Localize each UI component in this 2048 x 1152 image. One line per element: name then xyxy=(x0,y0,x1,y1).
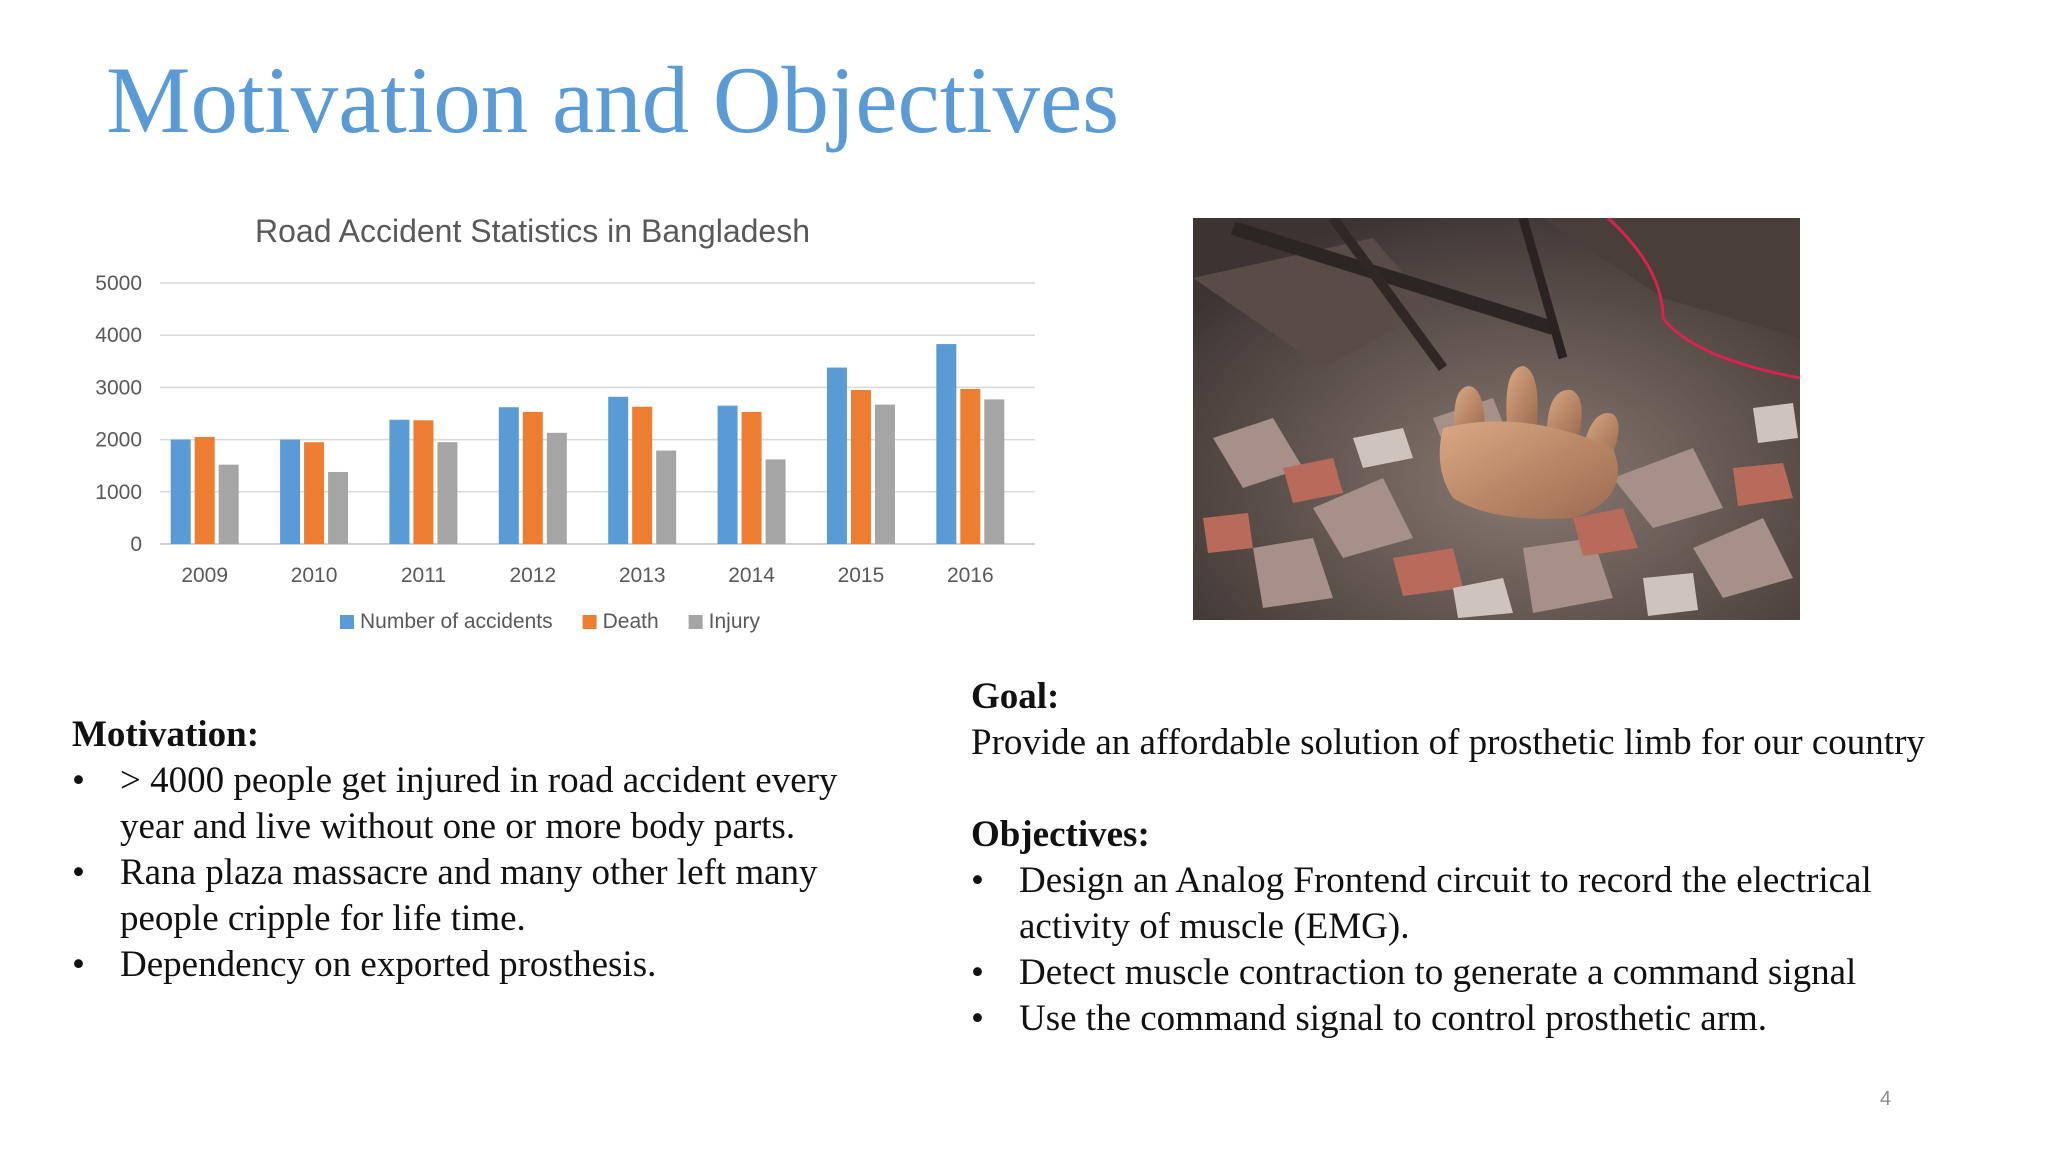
list-item-line: Rana plaza massacre and many other left many xyxy=(120,852,818,893)
slide-title: Motivation and Objectives xyxy=(106,47,1120,153)
x-tick-label: 2011 xyxy=(400,564,447,587)
x-tick-label: 2014 xyxy=(728,564,775,587)
list-item-line: Design an Analog Frontend circuit to record the electrical xyxy=(1019,860,1872,901)
bar xyxy=(304,442,324,544)
objectives-heading: Objectives: xyxy=(971,814,1150,855)
bar xyxy=(656,451,676,544)
list-item xyxy=(72,942,972,988)
list-item-line: > 4000 people get injured in road accident every xyxy=(120,760,838,801)
legend-label: Injury xyxy=(708,610,760,633)
y-tick-label: 3000 xyxy=(95,376,142,400)
bullet-icon: • xyxy=(971,952,984,993)
bullet-icon: • xyxy=(971,998,984,1039)
page-number: 4 xyxy=(1880,1088,1892,1110)
bar xyxy=(523,412,543,544)
list-item-line: people cripple for life time. xyxy=(120,898,526,939)
bar xyxy=(936,344,956,544)
spacer xyxy=(971,766,2031,812)
rubble-hand-illustration xyxy=(1193,218,1800,620)
x-tick-label: 2016 xyxy=(946,564,994,587)
y-tick-label: 5000 xyxy=(95,272,142,295)
y-tick-label: 2000 xyxy=(95,428,142,452)
x-tick-label: 2009 xyxy=(181,564,229,587)
bar xyxy=(413,420,433,544)
list-item-line: Dependency on exported prosthesis. xyxy=(120,944,657,985)
y-tick-label: 0 xyxy=(130,533,142,556)
motivation-heading: Motivation: xyxy=(72,714,260,755)
bullet-icon: • xyxy=(72,760,85,801)
list-item-line: year and live without one or more body parts. xyxy=(120,806,796,847)
bar xyxy=(718,406,738,544)
legend-swatch xyxy=(583,615,597,629)
motivation-list xyxy=(72,758,972,988)
list-item xyxy=(971,858,2031,950)
bar xyxy=(499,407,519,544)
bar xyxy=(171,440,191,544)
bullet-icon: • xyxy=(72,852,85,893)
bar xyxy=(437,442,457,544)
legend-swatch xyxy=(689,615,703,629)
bullet-icon: • xyxy=(72,944,85,985)
goal-objectives-section xyxy=(971,674,2031,1042)
list-item-line: Detect muscle contraction to generate a command signal xyxy=(1019,952,1857,993)
bar xyxy=(389,420,409,544)
list-item xyxy=(971,996,2031,1042)
x-tick-label: 2010 xyxy=(290,564,338,587)
bar xyxy=(851,390,871,544)
bar xyxy=(960,389,980,544)
bar xyxy=(608,397,628,544)
bar xyxy=(195,437,215,544)
list-item-line: Use the command signal to control prosthetic arm. xyxy=(1019,998,1768,1039)
road-accident-chart xyxy=(60,200,1060,660)
bar xyxy=(742,412,762,544)
objectives-list xyxy=(971,858,2031,1042)
legend-swatch xyxy=(340,615,354,629)
x-tick-label: 2012 xyxy=(509,564,557,587)
list-item xyxy=(72,758,972,850)
motivation-section xyxy=(72,712,972,988)
legend-label: Death xyxy=(602,610,659,633)
x-tick-label: 2015 xyxy=(837,564,885,587)
bar xyxy=(875,405,895,544)
list-item xyxy=(971,950,2031,996)
chart-canvas xyxy=(60,200,1060,660)
list-item-line: activity of muscle (EMG). xyxy=(1019,906,1410,947)
bar xyxy=(766,459,786,544)
legend-label: Number of accidents xyxy=(360,610,553,633)
bar xyxy=(984,399,1004,544)
x-tick-label: 2013 xyxy=(618,564,666,587)
y-tick-label: 4000 xyxy=(95,324,142,348)
goal-text: Provide an affordable solution of prosthetic limb for our country xyxy=(971,722,1925,763)
bullet-icon: • xyxy=(971,860,984,901)
goal-heading: Goal: xyxy=(971,676,1060,717)
rubble-hand-photo xyxy=(1193,218,1800,620)
chart-title: Road Accident Statistics in Bangladesh xyxy=(255,213,810,249)
bar xyxy=(328,472,348,544)
bar xyxy=(280,440,300,544)
bar xyxy=(632,407,652,544)
bar xyxy=(827,368,847,544)
y-tick-label: 1000 xyxy=(95,480,142,504)
bar xyxy=(547,433,567,544)
list-item xyxy=(72,850,972,942)
bar xyxy=(219,465,239,544)
